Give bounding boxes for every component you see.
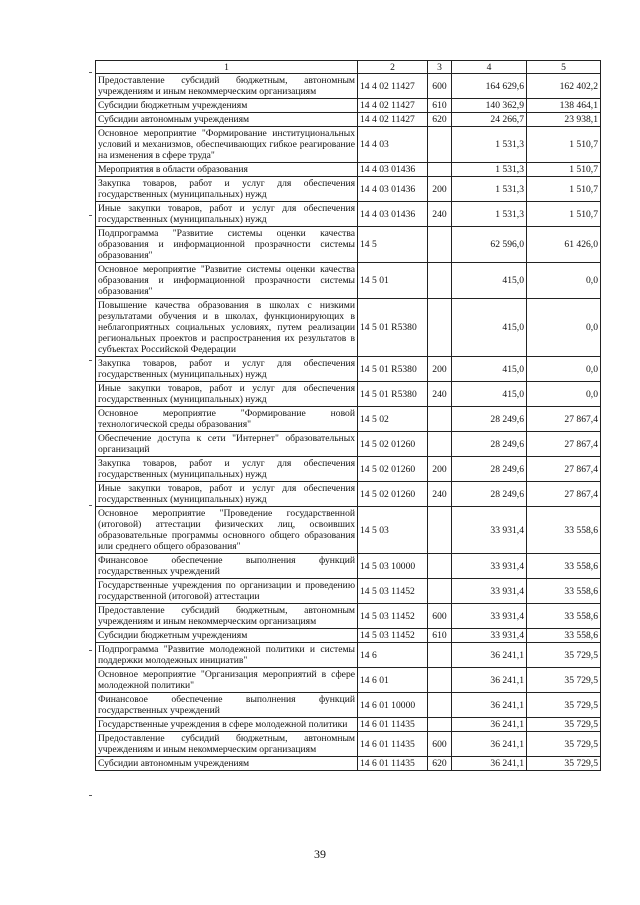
row-expense-type-cell: 600 — [428, 732, 452, 757]
table-row — [96, 757, 601, 771]
row-code-cell: 14 6 01 — [358, 668, 428, 693]
row-expense-type-cell — [428, 407, 452, 432]
table-row — [96, 457, 601, 482]
row-name-cell: Финансовое обеспечение выполнения функций государственных учреждений — [96, 693, 358, 718]
row-name-cell: Подпрограмма "Развитие молодежной политики и системы поддержки молодежных инициатив" — [96, 643, 358, 668]
row-amount-cell: 36 241,1 — [452, 757, 527, 771]
margin-mark — [89, 505, 92, 506]
row-amount-cell: 138 464,1 — [527, 99, 601, 113]
row-expense-type-cell — [428, 127, 452, 163]
row-amount-cell: 33 558,6 — [527, 604, 601, 629]
row-amount-cell: 23 938,1 — [527, 113, 601, 127]
row-name-cell: Закупка товаров, работ и услуг для обеспечения государственных (муниципальных) нужд — [96, 177, 358, 202]
row-amount-cell: 35 729,5 — [527, 643, 601, 668]
row-code-cell: 14 4 02 11427 — [358, 113, 428, 127]
table-row — [96, 202, 601, 227]
row-expense-type-cell — [428, 507, 452, 554]
row-expense-type-cell — [428, 299, 452, 357]
row-name-cell: Государственные учреждения в сфере молодежной политики — [96, 718, 358, 732]
row-name-cell: Субсидии автономным учреждениям — [96, 113, 358, 127]
table-row — [96, 482, 601, 507]
row-name-cell: Основное мероприятие "Проведение государственной (итоговой) аттестации физических лиц, освоивших образовательные программы основного общего образования или среднего общего образования" — [96, 507, 358, 554]
row-name-cell: Иные закупки товаров, работ и услуг для обеспечения государственных (муниципальных) нужд — [96, 382, 358, 407]
row-code-cell: 14 6 01 11435 — [358, 757, 428, 771]
table-row — [96, 693, 601, 718]
row-code-cell: 14 6 01 10000 — [358, 693, 428, 718]
row-amount-cell: 35 729,5 — [527, 668, 601, 693]
row-amount-cell: 1 510,7 — [527, 202, 601, 227]
row-amount-cell: 24 266,7 — [452, 113, 527, 127]
row-amount-cell: 0,0 — [527, 299, 601, 357]
row-name-cell: Предоставление субсидий бюджетным, автономным учреждениям и иным некоммерческим организациям — [96, 732, 358, 757]
row-code-cell: 14 5 02 01260 — [358, 482, 428, 507]
row-amount-cell: 35 729,5 — [527, 718, 601, 732]
row-amount-cell: 33 558,6 — [527, 579, 601, 604]
row-name-cell: Закупка товаров, работ и услуг для обеспечения государственных (муниципальных) нужд — [96, 357, 358, 382]
row-amount-cell: 162 402,2 — [527, 74, 601, 99]
row-amount-cell: 33 558,6 — [527, 629, 601, 643]
row-name-cell: Основное мероприятие "Развитие системы оценки качества образования и информационной прозрачности системы образования" — [96, 263, 358, 299]
row-code-cell: 14 6 01 11435 — [358, 732, 428, 757]
row-amount-cell: 415,0 — [452, 299, 527, 357]
row-code-cell: 14 5 01 R5380 — [358, 357, 428, 382]
row-amount-cell: 35 729,5 — [527, 757, 601, 771]
row-expense-type-cell — [428, 693, 452, 718]
table-row — [96, 299, 601, 357]
table-row — [96, 629, 601, 643]
row-amount-cell: 415,0 — [452, 357, 527, 382]
row-expense-type-cell: 600 — [428, 74, 452, 99]
row-expense-type-cell — [428, 163, 452, 177]
budget-table — [95, 60, 601, 771]
row-amount-cell: 27 867,4 — [527, 407, 601, 432]
table-row — [96, 407, 601, 432]
row-code-cell: 14 4 02 11427 — [358, 99, 428, 113]
row-name-cell: Иные закупки товаров, работ и услуг для обеспечения государственных (муниципальных) нужд — [96, 202, 358, 227]
row-name-cell: Субсидии бюджетным учреждениям — [96, 99, 358, 113]
row-name-cell: Предоставление субсидий бюджетным, автономным учреждениям и иным некоммерческим организациям — [96, 604, 358, 629]
row-amount-cell: 28 249,6 — [452, 407, 527, 432]
row-amount-cell: 1 510,7 — [527, 127, 601, 163]
table-row — [96, 604, 601, 629]
row-code-cell: 14 4 02 11427 — [358, 74, 428, 99]
row-amount-cell: 1 531,3 — [452, 177, 527, 202]
row-code-cell: 14 4 03 — [358, 127, 428, 163]
row-expense-type-cell — [428, 668, 452, 693]
row-name-cell: Государственные учреждения по организации и проведению государственной (итоговой) аттестации — [96, 579, 358, 604]
row-expense-type-cell: 600 — [428, 604, 452, 629]
row-amount-cell: 1 510,7 — [527, 163, 601, 177]
table-row — [96, 668, 601, 693]
row-expense-type-cell: 610 — [428, 99, 452, 113]
margin-mark — [89, 72, 92, 73]
row-amount-cell: 27 867,4 — [527, 432, 601, 457]
row-expense-type-cell — [428, 554, 452, 579]
row-code-cell: 14 5 03 11452 — [358, 579, 428, 604]
row-amount-cell: 140 362,9 — [452, 99, 527, 113]
row-amount-cell: 28 249,6 — [452, 432, 527, 457]
row-expense-type-cell: 620 — [428, 113, 452, 127]
row-amount-cell: 33 931,4 — [452, 579, 527, 604]
row-amount-cell: 164 629,6 — [452, 74, 527, 99]
table-row — [96, 382, 601, 407]
table-row — [96, 177, 601, 202]
row-amount-cell: 33 931,4 — [452, 629, 527, 643]
row-amount-cell: 62 596,0 — [452, 227, 527, 263]
row-code-cell: 14 5 03 11452 — [358, 604, 428, 629]
row-amount-cell: 33 931,4 — [452, 604, 527, 629]
row-amount-cell: 33 558,6 — [527, 554, 601, 579]
row-amount-cell: 36 241,1 — [452, 643, 527, 668]
margin-mark — [89, 650, 92, 651]
row-name-cell: Обеспечение доступа к сети "Интернет" образовательных организаций — [96, 432, 358, 457]
table-row — [96, 74, 601, 99]
table-row — [96, 643, 601, 668]
row-code-cell: 14 5 02 01260 — [358, 457, 428, 482]
row-code-cell: 14 6 — [358, 643, 428, 668]
row-amount-cell: 415,0 — [452, 263, 527, 299]
row-code-cell: 14 4 03 01436 — [358, 163, 428, 177]
row-amount-cell: 27 867,4 — [527, 482, 601, 507]
row-code-cell: 14 5 02 — [358, 407, 428, 432]
page-number: 39 — [314, 847, 326, 861]
row-expense-type-cell: 240 — [428, 482, 452, 507]
margin-mark — [89, 360, 92, 361]
table-row — [96, 127, 601, 163]
column-header: 1 — [96, 61, 358, 74]
row-amount-cell: 36 241,1 — [452, 718, 527, 732]
column-header: 3 — [428, 61, 452, 74]
table-row — [96, 357, 601, 382]
row-expense-type-cell: 620 — [428, 757, 452, 771]
table-row — [96, 263, 601, 299]
row-amount-cell: 0,0 — [527, 357, 601, 382]
row-amount-cell: 28 249,6 — [452, 482, 527, 507]
table-row — [96, 579, 601, 604]
row-name-cell: Субсидии автономным учреждениям — [96, 757, 358, 771]
row-amount-cell: 33 931,4 — [452, 554, 527, 579]
row-amount-cell: 35 729,5 — [527, 732, 601, 757]
row-amount-cell: 33 558,6 — [527, 507, 601, 554]
column-header: 2 — [358, 61, 428, 74]
row-amount-cell: 0,0 — [527, 263, 601, 299]
row-amount-cell: 35 729,5 — [527, 693, 601, 718]
row-expense-type-cell — [428, 263, 452, 299]
row-amount-cell: 28 249,6 — [452, 457, 527, 482]
row-code-cell: 14 6 01 11435 — [358, 718, 428, 732]
row-amount-cell: 36 241,1 — [452, 693, 527, 718]
row-name-cell: Основное мероприятие "Организация мероприятий в сфере молодежной политики" — [96, 668, 358, 693]
row-name-cell: Закупка товаров, работ и услуг для обеспечения государственных (муниципальных) нужд — [96, 457, 358, 482]
row-amount-cell: 1 531,3 — [452, 202, 527, 227]
row-amount-cell: 0,0 — [527, 382, 601, 407]
row-name-cell: Субсидии бюджетным учреждениям — [96, 629, 358, 643]
row-code-cell: 14 5 02 01260 — [358, 432, 428, 457]
row-amount-cell: 415,0 — [452, 382, 527, 407]
margin-mark — [89, 215, 92, 216]
row-amount-cell: 36 241,1 — [452, 732, 527, 757]
table-row — [96, 732, 601, 757]
row-code-cell: 14 5 03 10000 — [358, 554, 428, 579]
table-row — [96, 99, 601, 113]
row-name-cell: Иные закупки товаров, работ и услуг для обеспечения государственных (муниципальных) нужд — [96, 482, 358, 507]
row-name-cell: Финансовое обеспечение выполнения функций государственных учреждений — [96, 554, 358, 579]
row-amount-cell: 1 510,7 — [527, 177, 601, 202]
table-row — [96, 718, 601, 732]
row-code-cell: 14 5 01 R5380 — [358, 382, 428, 407]
row-code-cell: 14 5 01 R5380 — [358, 299, 428, 357]
row-expense-type-cell — [428, 227, 452, 263]
row-name-cell: Подпрограмма "Развитие системы оценки качества образования и информационной прозрачности системы образования" — [96, 227, 358, 263]
row-name-cell: Повышение качества образования в школах с низкими результатами обучения и в школах, функционирующих в неблагоприятных социальных условиях, путем реализации региональных проектов и распространения их результатов в субъектах Российской Федерации — [96, 299, 358, 357]
column-header: 4 — [452, 61, 527, 74]
row-amount-cell: 1 531,3 — [452, 163, 527, 177]
row-expense-type-cell: 610 — [428, 629, 452, 643]
row-name-cell: Предоставление субсидий бюджетным, автономным учреждениям и иным некоммерческим организациям — [96, 74, 358, 99]
column-header: 5 — [527, 61, 601, 74]
row-code-cell: 14 4 03 01436 — [358, 202, 428, 227]
row-expense-type-cell: 200 — [428, 457, 452, 482]
table-row — [96, 113, 601, 127]
row-expense-type-cell — [428, 579, 452, 604]
row-code-cell: 14 5 — [358, 227, 428, 263]
table-header-row — [96, 61, 601, 74]
row-expense-type-cell: 200 — [428, 357, 452, 382]
row-expense-type-cell — [428, 432, 452, 457]
table-row — [96, 227, 601, 263]
row-amount-cell: 36 241,1 — [452, 668, 527, 693]
row-code-cell: 14 5 03 11452 — [358, 629, 428, 643]
row-name-cell: Основное мероприятие "Формирование институциональных условий и механизмов, обеспечивающих гибкое реагирование на изменения в сфере труда" — [96, 127, 358, 163]
table-row — [96, 432, 601, 457]
table-row — [96, 507, 601, 554]
row-code-cell: 14 5 03 — [358, 507, 428, 554]
table-row — [96, 163, 601, 177]
row-expense-type-cell — [428, 718, 452, 732]
row-expense-type-cell: 200 — [428, 177, 452, 202]
row-amount-cell: 27 867,4 — [527, 457, 601, 482]
table-row — [96, 554, 601, 579]
row-expense-type-cell: 240 — [428, 382, 452, 407]
row-amount-cell: 33 931,4 — [452, 507, 527, 554]
row-expense-type-cell — [428, 643, 452, 668]
row-name-cell: Основное мероприятие "Формирование новой технологической среды образования" — [96, 407, 358, 432]
row-name-cell: Мероприятия в области образования — [96, 163, 358, 177]
margin-mark — [89, 795, 92, 796]
row-amount-cell: 61 426,0 — [527, 227, 601, 263]
row-code-cell: 14 4 03 01436 — [358, 177, 428, 202]
row-expense-type-cell: 240 — [428, 202, 452, 227]
row-code-cell: 14 5 01 — [358, 263, 428, 299]
row-amount-cell: 1 531,3 — [452, 127, 527, 163]
